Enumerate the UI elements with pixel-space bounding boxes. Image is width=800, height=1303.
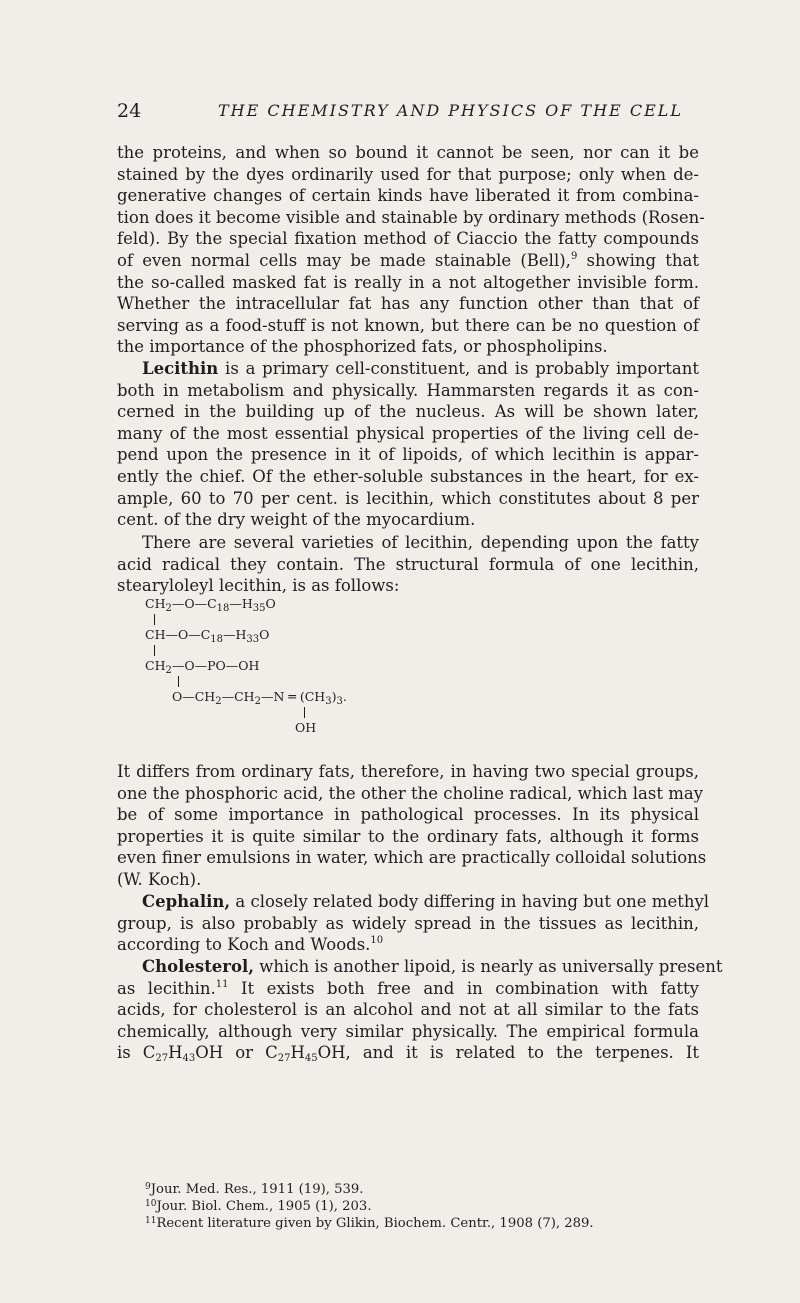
- text-segment: is C: [117, 1043, 156, 1063]
- footnote-text: Recent literature given by Glikin, Biochem. Centr., 1908 (7), 289.: [156, 1216, 594, 1231]
- text-segment: OH or C: [195, 1043, 278, 1063]
- paragraph-cholesterol: [117, 956, 723, 1065]
- footnote: [145, 1181, 785, 1198]
- formula-bond: [178, 676, 179, 687]
- text-line: cerned in the building up of the nucleus. As will be shown later,: [117, 402, 699, 422]
- page-number: 24: [117, 100, 142, 122]
- text-segment: OH, and it is related to the terpenes. It: [317, 1043, 699, 1063]
- formula-sub: 33: [246, 634, 260, 645]
- section-head-cholesterol: Cholesterol,: [142, 957, 255, 976]
- text-line: be of some importance in pathological processes. In its physical: [117, 805, 699, 825]
- formula-text: ): [331, 689, 337, 704]
- text-line: acid radical they contain. The structural formula of one lecithin,: [117, 554, 699, 574]
- text-segment: H: [290, 1043, 305, 1063]
- text-line: the importance of the phosphorized fats, or phospholipins.: [117, 337, 608, 357]
- text-segment: which is another lipoid, is nearly as universally present: [254, 957, 723, 976]
- text-segment: showing that: [577, 250, 700, 270]
- footnote: [145, 1198, 785, 1215]
- formula-sub: 3: [336, 696, 343, 707]
- formula-sub: 27: [155, 1053, 169, 1065]
- formula-text: CH: [145, 596, 166, 611]
- formula-text: O: [265, 596, 276, 611]
- text-line: even finer emulsions in water, which are practically colloidal solutions: [117, 848, 707, 868]
- text-line: properties it is quite similar to the ordinary fats, although it forms: [117, 826, 699, 846]
- formula-bond: [154, 614, 155, 625]
- formula-sub: 18: [210, 634, 224, 645]
- text-line: It differs from ordinary fats, therefore, in having two special groups,: [117, 762, 699, 781]
- formula-sub: 35: [252, 603, 266, 614]
- lecithin-structural-formula: [145, 596, 505, 771]
- footnote: [145, 1215, 785, 1232]
- paragraph-lecithin-varieties: [117, 532, 699, 597]
- text-line: tion does it become visible and stainable by ordinary methods (Rosen-: [117, 207, 705, 227]
- footnote-ref: 9: [570, 250, 578, 262]
- running-title: THE CHEMISTRY AND PHYSICS OF THE CELL: [218, 101, 683, 120]
- formula-text: O—CH: [172, 689, 216, 704]
- formula-row-1: [145, 596, 276, 614]
- paragraph-lecithin: [117, 358, 699, 531]
- page-header: [117, 100, 699, 126]
- footnote-text: Jour. Biol. Chem., 1905 (1), 203.: [156, 1199, 372, 1214]
- text-line: generative changes of certain kinds have liberated it from combina-: [117, 186, 699, 206]
- text-line: stearyloleyl lecithin, is as follows:: [117, 576, 400, 596]
- formula-text: CH: [145, 658, 166, 673]
- formula-sub: 43: [182, 1053, 196, 1065]
- text-segment: H: [168, 1043, 183, 1063]
- footnote-ref: 11: [215, 978, 229, 990]
- formula-sub: 27: [277, 1053, 291, 1065]
- formula-sub: 2: [165, 665, 172, 676]
- formula-row-2: [145, 627, 270, 645]
- text-line: ently the chief. Of the ether-soluble substances in the heart, for ex-: [117, 466, 699, 486]
- formula-text: —CH: [221, 689, 255, 704]
- paragraph-cephalin: [117, 891, 710, 956]
- text-line: chemically, although very similar physically. The empirical formula: [117, 1021, 699, 1041]
- footnote-number: 10: [145, 1199, 157, 1209]
- text-line: the so-called masked fat is really in a not altogether invisible form.: [117, 272, 699, 292]
- text-line: acids, for cholesterol is an alcohol and not at all similar to the fats: [117, 1000, 699, 1020]
- text-line: stained by the dyes ordinarily used for that purpose; only when de-: [117, 164, 699, 184]
- formula-sub: 45: [304, 1053, 318, 1065]
- formula-text: CH—O—C: [145, 627, 211, 642]
- formula-text: O: [259, 627, 270, 642]
- text-line: [117, 250, 699, 272]
- text-line: ample, 60 to 70 per cent. is lecithin, which constitutes about 8 per: [117, 488, 699, 508]
- formula-text: —H: [223, 627, 247, 642]
- text-line: both in metabolism and physically. Hammarsten regards it as con-: [117, 380, 699, 400]
- section-head-lecithin: Lecithin: [142, 359, 219, 378]
- formula-text: —O—PO—OH: [171, 658, 260, 673]
- text-line: (W. Koch).: [117, 869, 202, 889]
- text-segment: as lecithin.: [117, 978, 216, 998]
- text-segment: It exists both free and in combination with fatty: [228, 978, 699, 998]
- text-line: [117, 956, 723, 978]
- text-line: [117, 358, 699, 380]
- section-head-cephalin: Cephalin,: [142, 892, 231, 911]
- text-line: cent. of the dry weight of the myocardium.: [117, 510, 476, 530]
- text-line: [117, 891, 710, 913]
- text-segment: a closely related body differing in having but one methyl: [230, 892, 710, 911]
- text-line: [117, 978, 699, 1000]
- text-segment: according to Koch and Woods.: [117, 935, 371, 955]
- paragraph-fat-staining: [117, 142, 705, 358]
- footnote-ref: 10: [370, 935, 384, 947]
- footnote-number: 9: [145, 1182, 151, 1192]
- formula-bond: [154, 645, 155, 656]
- footnotes: [145, 1181, 785, 1232]
- paragraph-lecithin-differs: [117, 761, 707, 891]
- text-line: [117, 934, 699, 956]
- formula-row-5: OH: [295, 720, 317, 735]
- text-line: many of the most essential physical properties of the living cell de-: [117, 423, 699, 443]
- text-line: feld). By the special fixation method of Ciaccio the fatty compounds: [117, 229, 699, 249]
- formula-sub: 2: [165, 603, 172, 614]
- text-line: serving as a food-stuff is not known, but there can be no question of: [117, 315, 699, 335]
- text-segment: of even normal cells may be made stainable (Bell),: [117, 250, 571, 270]
- text-line: Whether the intracellular fat has any function other than that of: [117, 294, 699, 314]
- formula-sub: 2: [254, 696, 261, 707]
- formula-text: —O—C: [171, 596, 217, 611]
- text-line: pend upon the presence in it of lipoids, of which lecithin is appar-: [117, 445, 699, 465]
- text-line: one the phosphoric acid, the other the choline radical, which last may: [117, 783, 704, 803]
- formula-text: —H: [229, 596, 253, 611]
- text-line: [117, 1042, 699, 1064]
- text-line: the proteins, and when so bound it cannot be seen, nor can it be: [117, 143, 699, 162]
- formula-row-4: [172, 689, 347, 707]
- footnote-number: 11: [145, 1216, 157, 1226]
- formula-text: .: [342, 689, 347, 704]
- formula-row-3: [145, 658, 260, 676]
- formula-sub: 2: [215, 696, 222, 707]
- text-line: group, is also probably as widely spread in the tissues as lecithin,: [117, 913, 699, 933]
- footnote-text: Jour. Med. Res., 1911 (19), 539.: [150, 1182, 364, 1197]
- formula-text: —N ═ (CH: [260, 689, 326, 704]
- formula-bond: [304, 707, 305, 718]
- formula-sub: 3: [325, 696, 332, 707]
- text-segment: is a primary cell-constituent, and is probably important: [218, 359, 699, 378]
- formula-sub: 18: [216, 603, 230, 614]
- text-line: There are several varieties of lecithin, depending upon the fatty: [142, 533, 699, 552]
